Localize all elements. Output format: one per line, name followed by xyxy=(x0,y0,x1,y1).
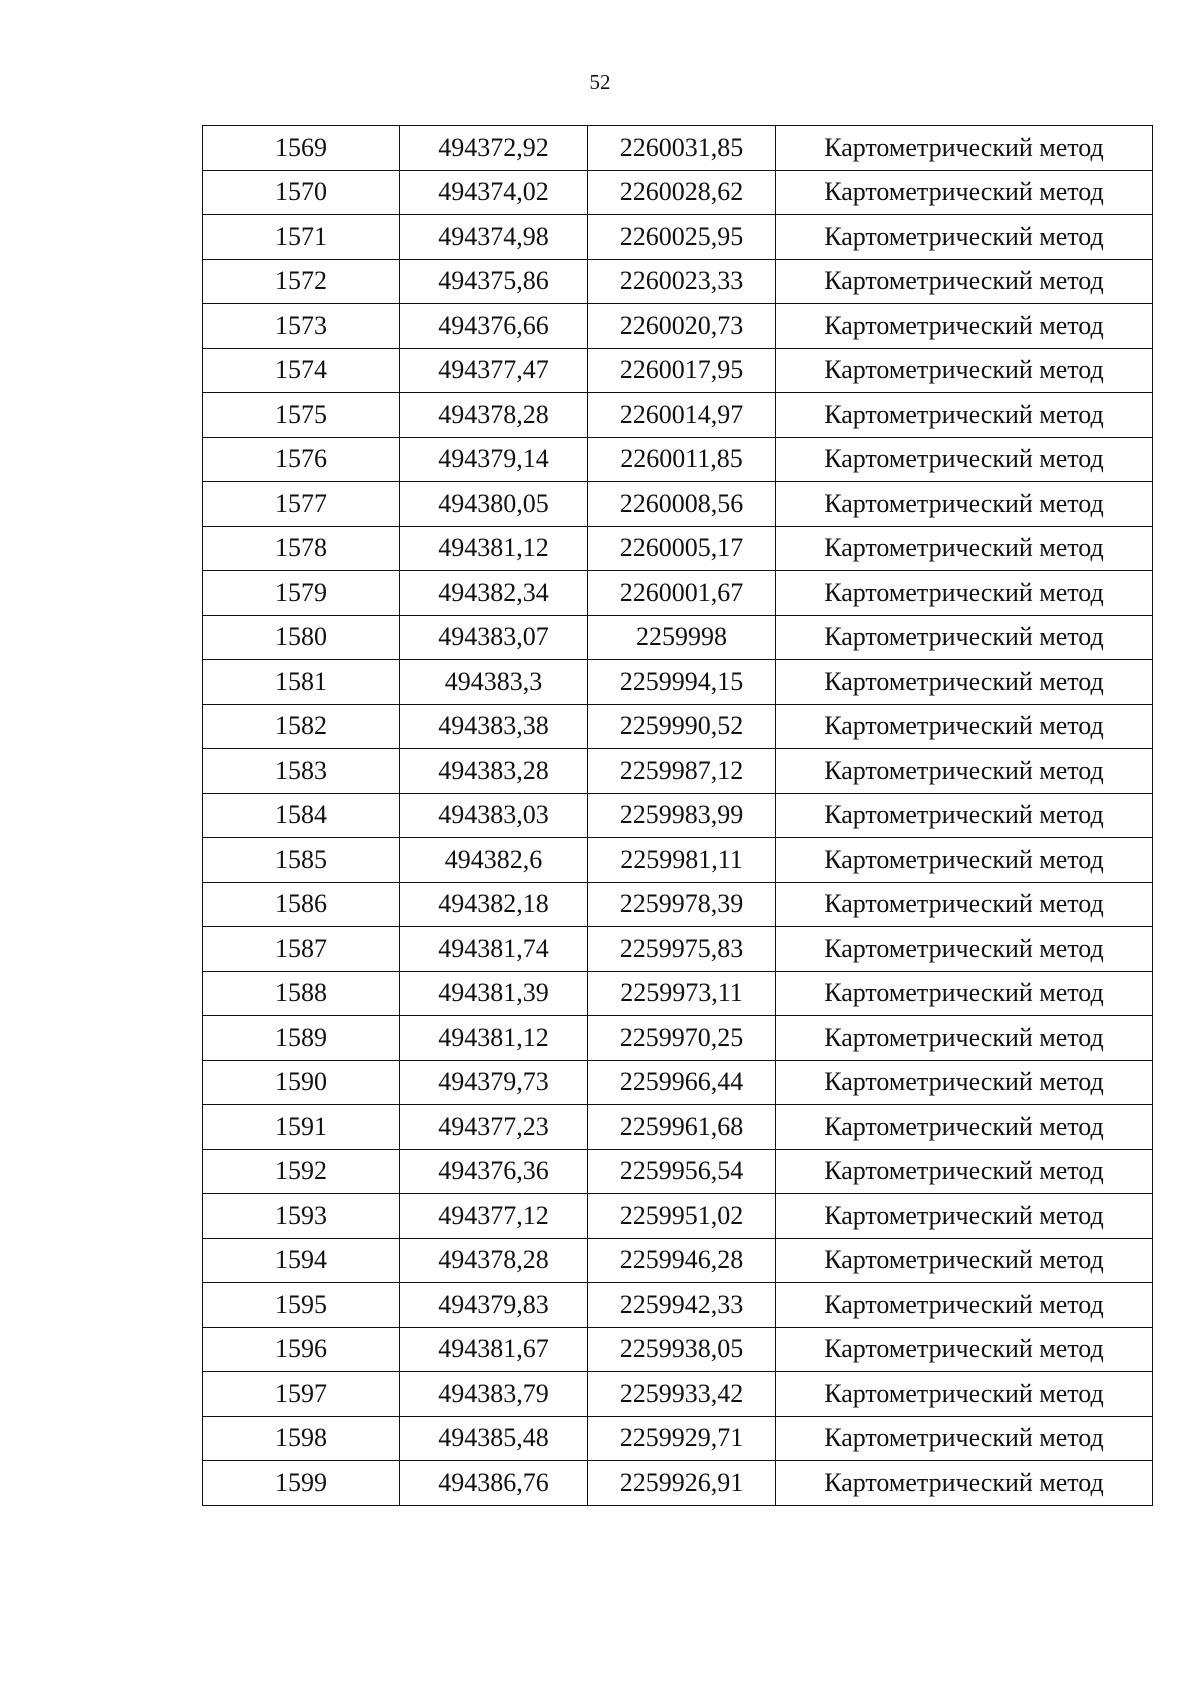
table-row xyxy=(203,838,1153,883)
x-coordinate-cell: 494381,12 xyxy=(400,526,588,571)
point-number-cell: 1587 xyxy=(203,927,400,972)
method-cell: Картометрический метод xyxy=(776,215,1153,260)
point-number-cell: 1589 xyxy=(203,1016,400,1061)
point-number-cell: 1571 xyxy=(203,215,400,260)
table-row xyxy=(203,1194,1153,1239)
point-number-cell: 1597 xyxy=(203,1372,400,1417)
table-row xyxy=(203,749,1153,794)
x-coordinate-cell: 494376,66 xyxy=(400,304,588,349)
method-cell: Картометрический метод xyxy=(776,571,1153,616)
point-number-cell: 1574 xyxy=(203,348,400,393)
y-coordinate-cell: 2260011,85 xyxy=(588,437,776,482)
y-coordinate-cell: 2259983,99 xyxy=(588,793,776,838)
method-cell: Картометрический метод xyxy=(776,1283,1153,1328)
point-number-cell: 1590 xyxy=(203,1060,400,1105)
point-number-cell: 1586 xyxy=(203,882,400,927)
method-cell: Картометрический метод xyxy=(776,1016,1153,1061)
y-coordinate-cell: 2260020,73 xyxy=(588,304,776,349)
y-coordinate-cell: 2259961,68 xyxy=(588,1105,776,1150)
table-row xyxy=(203,259,1153,304)
x-coordinate-cell: 494374,98 xyxy=(400,215,588,260)
point-number-cell: 1575 xyxy=(203,393,400,438)
y-coordinate-cell: 2259981,11 xyxy=(588,838,776,883)
point-number-cell: 1582 xyxy=(203,704,400,749)
table-row xyxy=(203,660,1153,705)
table-row xyxy=(203,793,1153,838)
x-coordinate-cell: 494377,12 xyxy=(400,1194,588,1239)
x-coordinate-cell: 494379,73 xyxy=(400,1060,588,1105)
x-coordinate-cell: 494378,28 xyxy=(400,1238,588,1283)
point-number-cell: 1573 xyxy=(203,304,400,349)
y-coordinate-cell: 2260031,85 xyxy=(588,126,776,171)
method-cell: Картометрический метод xyxy=(776,304,1153,349)
table-row xyxy=(203,571,1153,616)
y-coordinate-cell: 2259990,52 xyxy=(588,704,776,749)
table-row xyxy=(203,1238,1153,1283)
table-row xyxy=(203,1105,1153,1150)
table-row xyxy=(203,704,1153,749)
x-coordinate-cell: 494379,83 xyxy=(400,1283,588,1328)
table-row xyxy=(203,1372,1153,1417)
point-number-cell: 1579 xyxy=(203,571,400,616)
table-row xyxy=(203,927,1153,972)
x-coordinate-cell: 494383,38 xyxy=(400,704,588,749)
x-coordinate-cell: 494383,28 xyxy=(400,749,588,794)
point-number-cell: 1577 xyxy=(203,482,400,527)
point-number-cell: 1599 xyxy=(203,1461,400,1506)
table-row xyxy=(203,1016,1153,1061)
method-cell: Картометрический метод xyxy=(776,1372,1153,1417)
method-cell: Картометрический метод xyxy=(776,393,1153,438)
point-number-cell: 1580 xyxy=(203,615,400,660)
point-number-cell: 1592 xyxy=(203,1149,400,1194)
y-coordinate-cell: 2260017,95 xyxy=(588,348,776,393)
method-cell: Картометрический метод xyxy=(776,348,1153,393)
method-cell: Картометрический метод xyxy=(776,126,1153,171)
point-number-cell: 1581 xyxy=(203,660,400,705)
y-coordinate-cell: 2259970,25 xyxy=(588,1016,776,1061)
y-coordinate-cell: 2259994,15 xyxy=(588,660,776,705)
table-row xyxy=(203,482,1153,527)
method-cell: Картометрический метод xyxy=(776,838,1153,883)
y-coordinate-cell: 2260028,62 xyxy=(588,170,776,215)
y-coordinate-cell: 2259956,54 xyxy=(588,1149,776,1194)
table-row xyxy=(203,1461,1153,1506)
method-cell: Картометрический метод xyxy=(776,1461,1153,1506)
y-coordinate-cell: 2259966,44 xyxy=(588,1060,776,1105)
y-coordinate-cell: 2259951,02 xyxy=(588,1194,776,1239)
y-coordinate-cell: 2260001,67 xyxy=(588,571,776,616)
method-cell: Картометрический метод xyxy=(776,1238,1153,1283)
table-row xyxy=(203,1060,1153,1105)
y-coordinate-cell: 2259942,33 xyxy=(588,1283,776,1328)
method-cell: Картометрический метод xyxy=(776,1194,1153,1239)
x-coordinate-cell: 494377,47 xyxy=(400,348,588,393)
y-coordinate-cell: 2259987,12 xyxy=(588,749,776,794)
y-coordinate-cell: 2259938,05 xyxy=(588,1327,776,1372)
y-coordinate-cell: 2260025,95 xyxy=(588,215,776,260)
table-row xyxy=(203,615,1153,660)
y-coordinate-cell: 2259946,28 xyxy=(588,1238,776,1283)
x-coordinate-cell: 494383,03 xyxy=(400,793,588,838)
point-number-cell: 1588 xyxy=(203,971,400,1016)
point-number-cell: 1585 xyxy=(203,838,400,883)
y-coordinate-cell: 2259975,83 xyxy=(588,927,776,972)
point-number-cell: 1596 xyxy=(203,1327,400,1372)
method-cell: Картометрический метод xyxy=(776,482,1153,527)
x-coordinate-cell: 494381,12 xyxy=(400,1016,588,1061)
point-number-cell: 1598 xyxy=(203,1416,400,1461)
point-number-cell: 1591 xyxy=(203,1105,400,1150)
x-coordinate-cell: 494379,14 xyxy=(400,437,588,482)
point-number-cell: 1570 xyxy=(203,170,400,215)
x-coordinate-cell: 494374,02 xyxy=(400,170,588,215)
point-number-cell: 1583 xyxy=(203,749,400,794)
point-number-cell: 1576 xyxy=(203,437,400,482)
table-row xyxy=(203,882,1153,927)
y-coordinate-cell: 2259926,91 xyxy=(588,1461,776,1506)
table-row xyxy=(203,393,1153,438)
table-row xyxy=(203,971,1153,1016)
method-cell: Картометрический метод xyxy=(776,927,1153,972)
table-row xyxy=(203,348,1153,393)
table-row xyxy=(203,1416,1153,1461)
method-cell: Картометрический метод xyxy=(776,170,1153,215)
y-coordinate-cell: 2260014,97 xyxy=(588,393,776,438)
y-coordinate-cell: 2259978,39 xyxy=(588,882,776,927)
y-coordinate-cell: 2260005,17 xyxy=(588,526,776,571)
table-row xyxy=(203,1149,1153,1194)
x-coordinate-cell: 494383,3 xyxy=(400,660,588,705)
method-cell: Картометрический метод xyxy=(776,1105,1153,1150)
x-coordinate-cell: 494380,05 xyxy=(400,482,588,527)
method-cell: Картометрический метод xyxy=(776,1060,1153,1105)
x-coordinate-cell: 494382,18 xyxy=(400,882,588,927)
method-cell: Картометрический метод xyxy=(776,749,1153,794)
point-number-cell: 1572 xyxy=(203,259,400,304)
method-cell: Картометрический метод xyxy=(776,526,1153,571)
point-number-cell: 1595 xyxy=(203,1283,400,1328)
method-cell: Картометрический метод xyxy=(776,615,1153,660)
method-cell: Картометрический метод xyxy=(776,1327,1153,1372)
x-coordinate-cell: 494377,23 xyxy=(400,1105,588,1150)
x-coordinate-cell: 494385,48 xyxy=(400,1416,588,1461)
x-coordinate-cell: 494375,86 xyxy=(400,259,588,304)
point-number-cell: 1594 xyxy=(203,1238,400,1283)
x-coordinate-cell: 494372,92 xyxy=(400,126,588,171)
method-cell: Картометрический метод xyxy=(776,259,1153,304)
y-coordinate-cell: 2260008,56 xyxy=(588,482,776,527)
method-cell: Картометрический метод xyxy=(776,882,1153,927)
method-cell: Картометрический метод xyxy=(776,660,1153,705)
method-cell: Картометрический метод xyxy=(776,793,1153,838)
table-row xyxy=(203,437,1153,482)
table-row xyxy=(203,526,1153,571)
x-coordinate-cell: 494381,39 xyxy=(400,971,588,1016)
x-coordinate-cell: 494383,79 xyxy=(400,1372,588,1417)
x-coordinate-cell: 494382,6 xyxy=(400,838,588,883)
page-number: 52 xyxy=(589,70,611,94)
method-cell: Картометрический метод xyxy=(776,437,1153,482)
x-coordinate-cell: 494382,34 xyxy=(400,571,588,616)
point-number-cell: 1593 xyxy=(203,1194,400,1239)
table-row xyxy=(203,304,1153,349)
x-coordinate-cell: 494381,67 xyxy=(400,1327,588,1372)
point-number-cell: 1578 xyxy=(203,526,400,571)
point-number-cell: 1584 xyxy=(203,793,400,838)
table-row xyxy=(203,1283,1153,1328)
x-coordinate-cell: 494381,74 xyxy=(400,927,588,972)
coordinates-table xyxy=(202,125,1153,1506)
y-coordinate-cell: 2260023,33 xyxy=(588,259,776,304)
y-coordinate-cell: 2259929,71 xyxy=(588,1416,776,1461)
method-cell: Картометрический метод xyxy=(776,1416,1153,1461)
table-row xyxy=(203,170,1153,215)
x-coordinate-cell: 494378,28 xyxy=(400,393,588,438)
y-coordinate-cell: 2259933,42 xyxy=(588,1372,776,1417)
x-coordinate-cell: 494376,36 xyxy=(400,1149,588,1194)
table-row xyxy=(203,126,1153,171)
method-cell: Картометрический метод xyxy=(776,971,1153,1016)
x-coordinate-cell: 494383,07 xyxy=(400,615,588,660)
y-coordinate-cell: 2259998 xyxy=(588,615,776,660)
table-row xyxy=(203,215,1153,260)
method-cell: Картометрический метод xyxy=(776,1149,1153,1194)
table-row xyxy=(203,1327,1153,1372)
method-cell: Картометрический метод xyxy=(776,704,1153,749)
coordinates-table-body xyxy=(203,126,1153,1506)
y-coordinate-cell: 2259973,11 xyxy=(588,971,776,1016)
x-coordinate-cell: 494386,76 xyxy=(400,1461,588,1506)
point-number-cell: 1569 xyxy=(203,126,400,171)
